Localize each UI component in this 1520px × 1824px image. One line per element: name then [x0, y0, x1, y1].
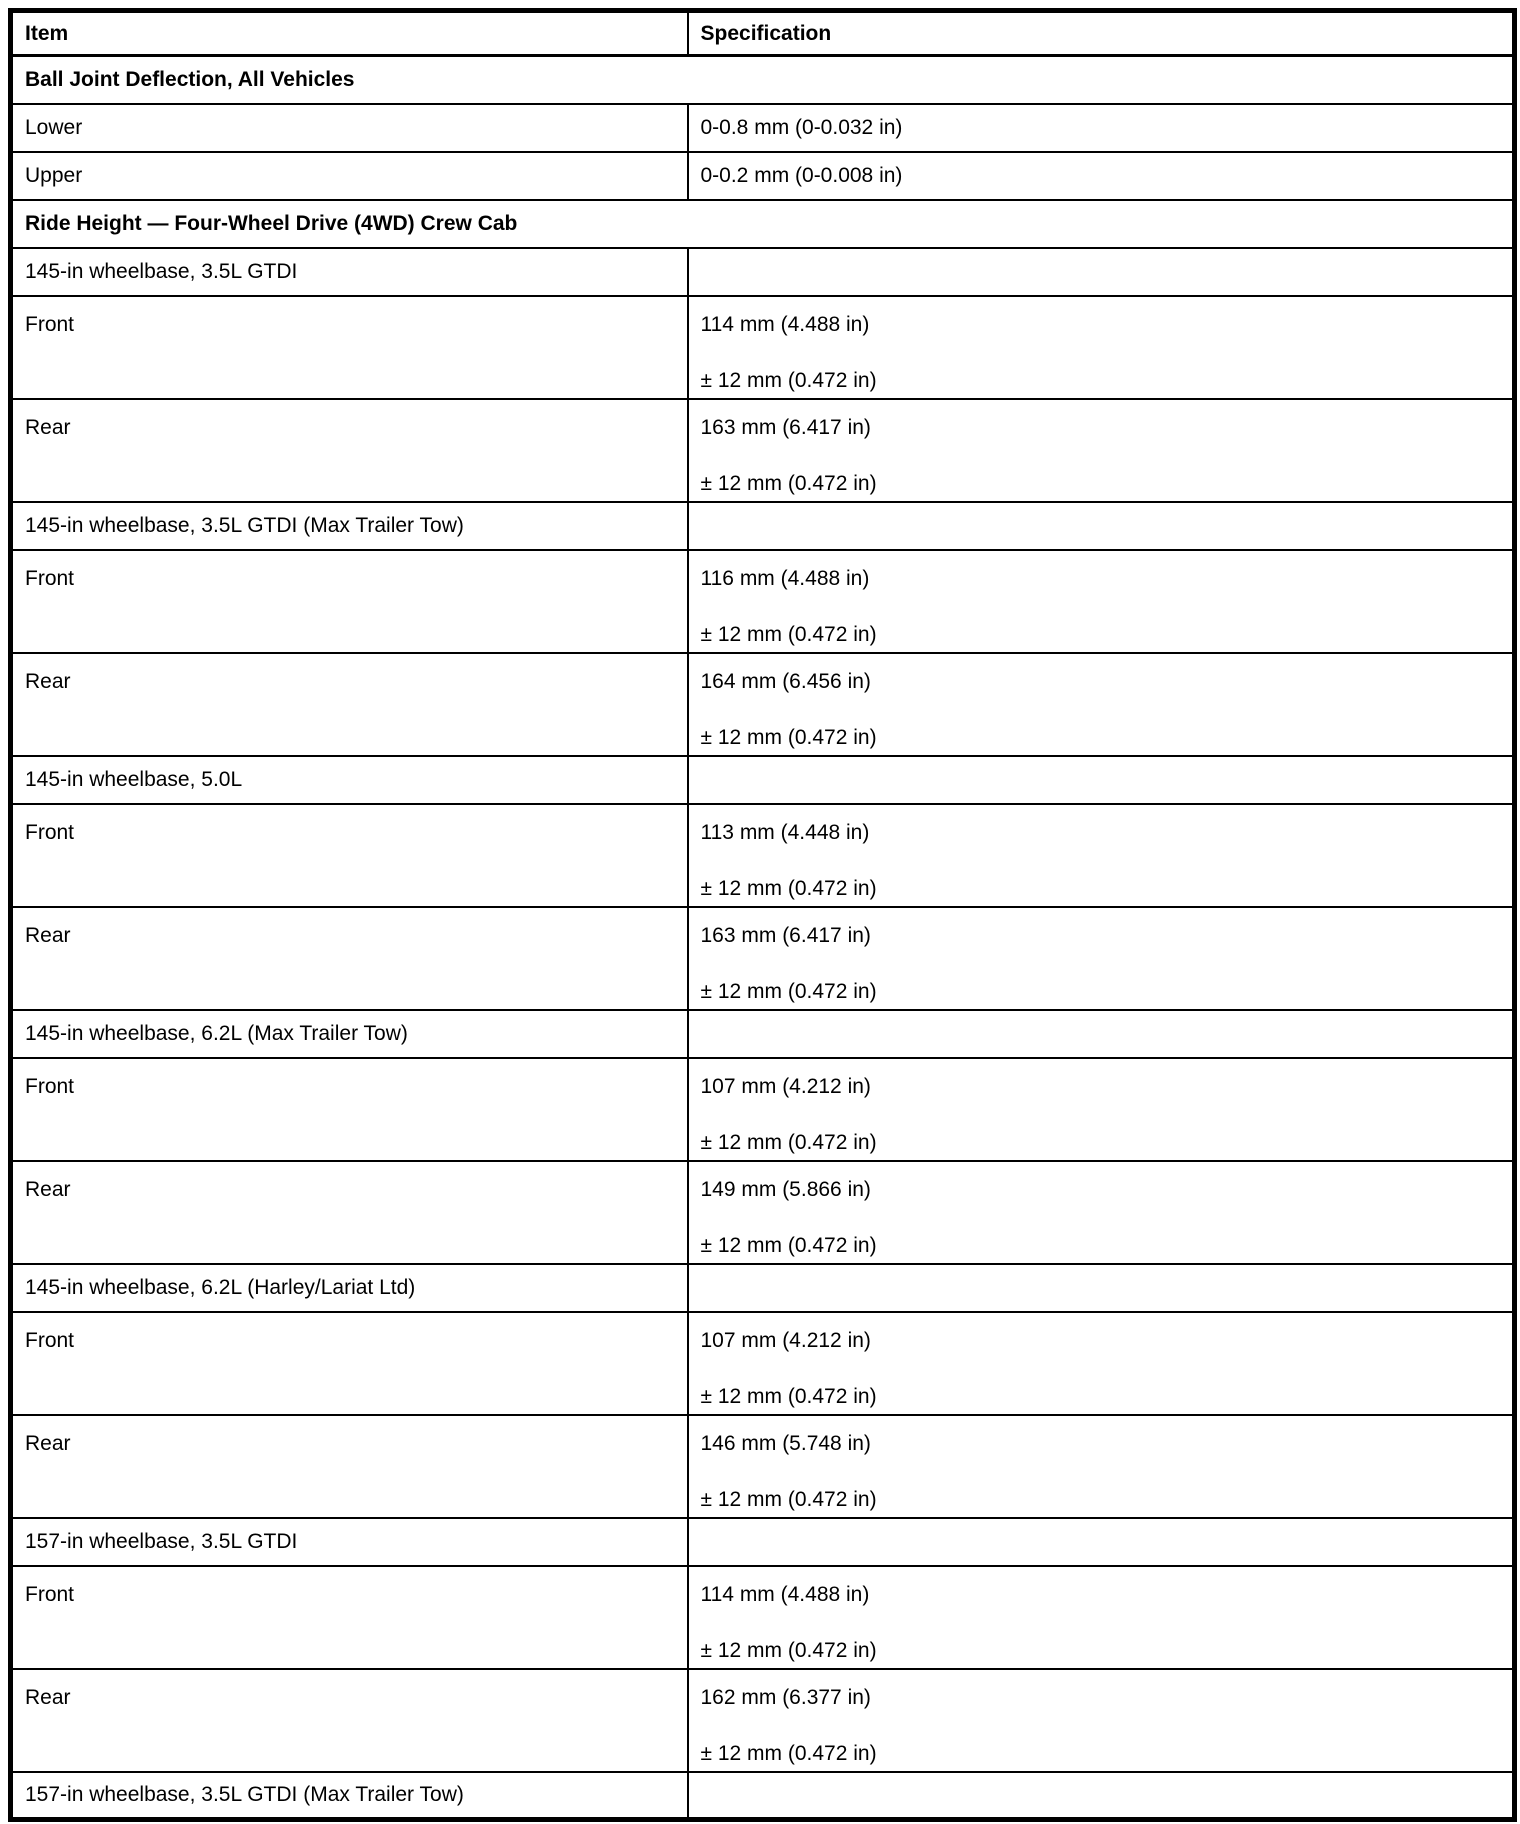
item-cell: Rear: [11, 653, 688, 756]
table-row: [11, 550, 1515, 653]
spec-value: ± 12 mm (0.472 in): [700, 979, 877, 1003]
spec-value: 162 mm (6.377 in): [700, 1685, 871, 1709]
column-header-item: Item: [11, 11, 688, 56]
item-cell: Rear: [11, 1415, 688, 1518]
item-cell: 145-in wheelbase, 5.0L: [11, 756, 688, 804]
item-cell: Front: [11, 1566, 688, 1669]
section-row: [11, 200, 1515, 248]
table-row: [11, 104, 1515, 152]
specifications-table: [8, 8, 1517, 1822]
spec-value: 163 mm (6.417 in): [700, 923, 871, 947]
table-row: [11, 152, 1515, 200]
spec-value: 149 mm (5.866 in): [700, 1177, 871, 1201]
spec-cell: [688, 1058, 1515, 1161]
table-row: [11, 1264, 1515, 1312]
item-cell: Front: [11, 296, 688, 399]
item-cell: 145-in wheelbase, 3.5L GTDI: [11, 248, 688, 296]
spec-value: 113 mm (4.448 in): [700, 820, 870, 844]
table-row: [11, 907, 1515, 1010]
spec-cell: [688, 152, 1515, 200]
table-row: [11, 756, 1515, 804]
item-cell: Rear: [11, 907, 688, 1010]
column-header-specification: Specification: [688, 11, 1515, 56]
item-cell: Rear: [11, 399, 688, 502]
spec-cell: [688, 907, 1515, 1010]
spec-cell: [688, 1312, 1515, 1415]
table-row: [11, 1312, 1515, 1415]
spec-cell: [688, 756, 1515, 804]
table-row: [11, 399, 1515, 502]
table-row: [11, 1772, 1515, 1820]
spec-cell: [688, 1566, 1515, 1669]
spec-cell: [688, 104, 1515, 152]
spec-cell: [688, 296, 1515, 399]
spec-value: 114 mm (4.488 in): [700, 1582, 870, 1606]
spec-cell: [688, 399, 1515, 502]
spec-cell: [688, 1415, 1515, 1518]
spec-value: 164 mm (6.456 in): [700, 669, 871, 693]
item-cell: Front: [11, 1312, 688, 1415]
table-row: [11, 653, 1515, 756]
spec-value: 107 mm (4.212 in): [700, 1328, 871, 1352]
spec-value: 107 mm (4.212 in): [700, 1074, 871, 1098]
item-cell: Rear: [11, 1669, 688, 1772]
table-row: [11, 296, 1515, 399]
spec-cell: [688, 502, 1515, 550]
spec-cell: [688, 1518, 1515, 1566]
spec-cell: [688, 1010, 1515, 1058]
item-cell: Upper: [11, 152, 688, 200]
spec-value: ± 12 mm (0.472 in): [700, 1233, 877, 1257]
spec-value: ± 12 mm (0.472 in): [700, 876, 877, 900]
section-row: [11, 56, 1515, 104]
spec-cell: [688, 1264, 1515, 1312]
spec-value: ± 12 mm (0.472 in): [700, 368, 877, 392]
spec-value: ± 12 mm (0.472 in): [700, 1384, 877, 1408]
item-cell: Front: [11, 1058, 688, 1161]
item-cell: 145-in wheelbase, 6.2L (Max Trailer Tow): [11, 1010, 688, 1058]
spec-value: ± 12 mm (0.472 in): [700, 725, 877, 749]
section-title: Ride Height — Four-Wheel Drive (4WD) Crew Cab: [11, 200, 1515, 248]
spec-value: 0-0.2 mm (0-0.008 in): [700, 164, 903, 187]
table-row: [11, 1161, 1515, 1264]
spec-cell: [688, 1161, 1515, 1264]
spec-value: ± 12 mm (0.472 in): [700, 1741, 877, 1765]
header-row: [11, 11, 1515, 56]
table-row: [11, 1415, 1515, 1518]
table-row: [11, 502, 1515, 550]
table-row: [11, 1669, 1515, 1772]
spec-value: ± 12 mm (0.472 in): [700, 1487, 877, 1511]
spec-cell: [688, 653, 1515, 756]
item-cell: Front: [11, 550, 688, 653]
item-cell: Lower: [11, 104, 688, 152]
spec-value: ± 12 mm (0.472 in): [700, 1130, 877, 1154]
table-row: [11, 1010, 1515, 1058]
item-cell: 157-in wheelbase, 3.5L GTDI: [11, 1518, 688, 1566]
spec-cell: [688, 1772, 1515, 1820]
spec-value: 163 mm (6.417 in): [700, 415, 871, 439]
spec-value: ± 12 mm (0.472 in): [700, 1638, 877, 1662]
item-cell: 145-in wheelbase, 3.5L GTDI (Max Trailer Tow): [11, 502, 688, 550]
item-cell: Front: [11, 804, 688, 907]
spec-cell: [688, 248, 1515, 296]
table-row: [11, 1058, 1515, 1161]
spec-value: 146 mm (5.748 in): [700, 1431, 871, 1455]
item-cell: Rear: [11, 1161, 688, 1264]
spec-cell: [688, 1669, 1515, 1772]
spec-value: ± 12 mm (0.472 in): [700, 622, 877, 646]
spec-value: 0-0.8 mm (0-0.032 in): [700, 116, 903, 139]
table-row: [11, 804, 1515, 907]
item-cell: 145-in wheelbase, 6.2L (Harley/Lariat Ltd): [11, 1264, 688, 1312]
item-cell: 157-in wheelbase, 3.5L GTDI (Max Trailer Tow): [11, 1772, 688, 1820]
table-row: [11, 1518, 1515, 1566]
table-row: [11, 248, 1515, 296]
table-row: [11, 1566, 1515, 1669]
spec-value: ± 12 mm (0.472 in): [700, 471, 877, 495]
spec-cell: [688, 804, 1515, 907]
spec-cell: [688, 550, 1515, 653]
spec-value: 114 mm (4.488 in): [700, 312, 870, 336]
spec-value: 116 mm (4.488 in): [700, 566, 870, 590]
section-title: Ball Joint Deflection, All Vehicles: [11, 56, 1515, 104]
